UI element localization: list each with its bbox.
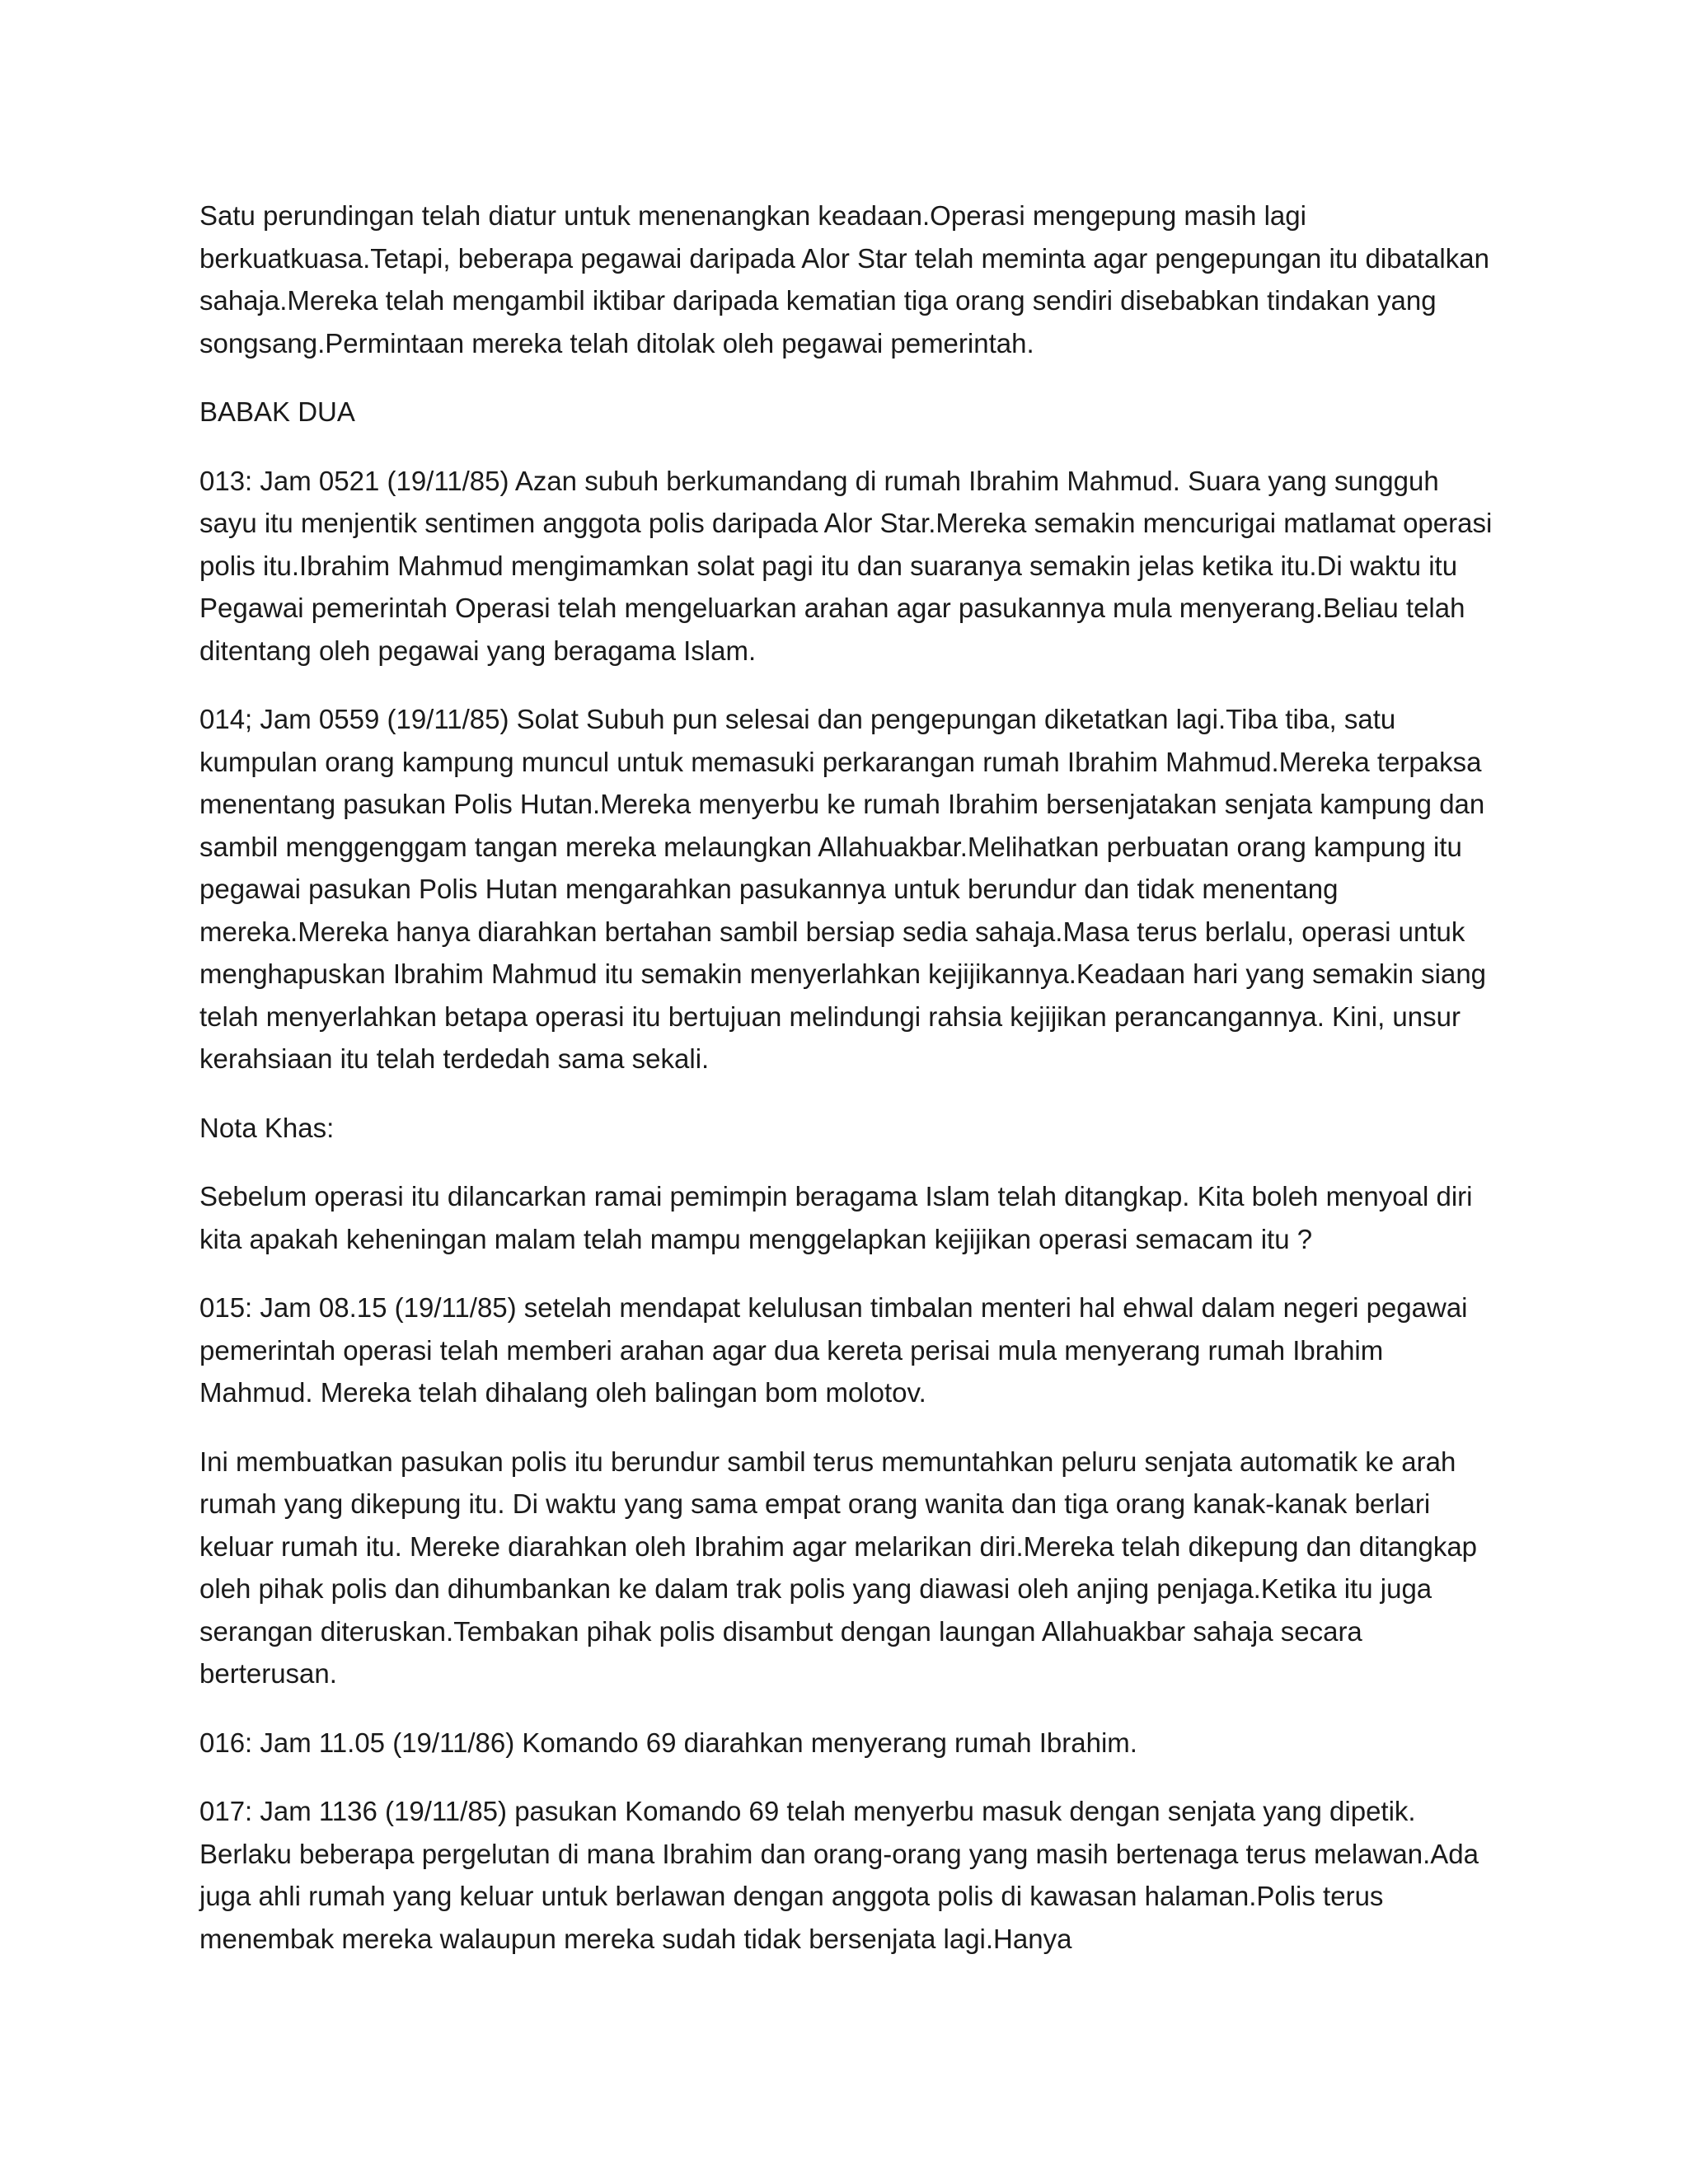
paragraph-015: 015: Jam 08.15 (19/11/85) setelah mendapat kelulusan timbalan menteri hal ehwal dalam negeri pegawai pemerintah operasi telah memberi arahan agar dua kereta perisai mula menyerang rumah Ibrahim Mahmud. Mereka telah dihalang oleh balingan bom molotov. bbox=[199, 1292, 1468, 1408]
paragraph-013: 013: Jam 0521 (19/11/85) Azan subuh berkumandang di rumah Ibrahim Mahmud. Suara yang sungguh sayu itu menjentik sentimen anggota polis daripada Alor Star.Mereka semakin mencurigai matlamat operasi polis itu.Ibrahim Mahmud mengimamkan solat pagi itu dan suaranya semakin jelas ketika itu.Di waktu itu Pegawai pemerintah Operasi telah mengeluarkan arahan agar pasukannya mula menyerang.Beliau telah ditentang oleh pegawai yang beragama Islam. bbox=[199, 465, 1493, 666]
paragraph-retreat: Ini membuatkan pasukan polis itu berundur sambil terus memuntahkan peluru senjata automatik ke arah rumah yang dikepung itu. Di waktu yang sama empat orang wanita dan tiga orang kanak-kanak berlari keluar rumah itu. Mereke diarahkan oleh Ibrahim agar melarikan diri.Mereka telah dikepung dan ditangkap oleh pihak polis dan dihumbankan ke dalam trak polis yang diawasi oleh anjing penjaga.Ketika itu juga serangan diteruskan.Tembakan pihak polis disambut dengan laungan Allahuakbar sahaja secara berterusan. bbox=[199, 1446, 1478, 1689]
section-heading-babak-dua: BABAK DUA bbox=[199, 396, 355, 427]
paragraph-intro: Satu perundingan telah diatur untuk menenangkan keadaan.Operasi mengepung masih lagi berkuatkuasa.Tetapi, beberapa pegawai daripada Alor Star telah meminta agar pengepungan itu dibatalkan sahaja.Mereka telah mengambil iktibar daripada kematian tiga orang sendiri disebabkan tindakan yang songsang.Permintaan mereka telah ditolak oleh pegawai pemerintah. bbox=[199, 200, 1489, 359]
paragraph-017: 017: Jam 1136 (19/11/85) pasukan Komando 69 telah menyerbu masuk dengan senjata yang dipetik. Berlaku beberapa pergelutan di mana Ibrahim dan orang-orang yang masih bertenaga terus melawan.Ada juga ahli rumah yang keluar untuk berlawan dengan anggota polis di kawasan halaman.Polis terus menembak mereka walaupun mereka sudah tidak bersenjata lagi.Hanya bbox=[199, 1796, 1479, 1954]
note-heading: Nota Khas: bbox=[199, 1112, 335, 1143]
paragraph-014: 014; Jam 0559 (19/11/85) Solat Subuh pun selesai dan pengepungan diketatkan lagi.Tiba tiba, satu kumpulan orang kampung muncul untuk memasuki perkarangan rumah Ibrahim Mahmud.Mereka terpaksa menentang pasukan Polis Hutan.Mereka menyerbu ke rumah Ibrahim bersenjatakan senjata kampung dan sambil menggenggam tangan mereka melaungkan Allahuakbar.Melihatkan perbuatan orang kampung itu pegawai pasukan Polis Hutan mengarahkan pasukannya untuk berundur dan tidak menentang mereka.Mereka hanya diarahkan bertahan sambil bersiap sedia sahaja.Masa terus berlalu, operasi untuk menghapuskan Ibrahim Mahmud itu semakin menyerlahkan kejijikannya.Keadaan hari yang semakin siang telah menyerlahkan betapa operasi itu bertujuan melindungi rahsia kejijikan perancangannya. Kini, unsur kerahsiaan itu telah terdedah sama sekali. bbox=[199, 704, 1487, 1074]
paragraph-note: Sebelum operasi itu dilancarkan ramai pemimpin beragama Islam telah ditangkap. Kita boleh menyoal diri kita apakah keheningan malam telah mampu menggelapkan kejijikan operasi semacam itu ? bbox=[199, 1181, 1473, 1254]
paragraph-016: 016: Jam 11.05 (19/11/86) Komando 69 diarahkan menyerang rumah Ibrahim. bbox=[199, 1727, 1137, 1758]
document-page bbox=[199, 194, 1502, 1986]
